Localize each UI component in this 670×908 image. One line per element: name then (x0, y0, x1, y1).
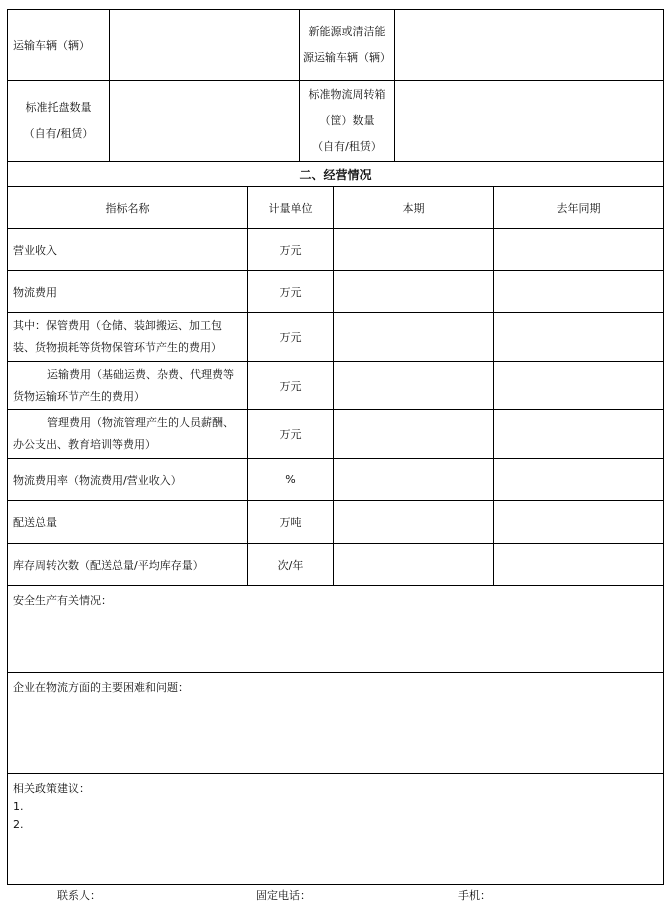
new-energy-vehicles-value[interactable] (395, 10, 663, 81)
policy-item-1: 1. (13, 800, 24, 813)
landline-text: 固定电话： (256, 889, 311, 902)
header-unit-text: 计量单位 (268, 201, 313, 215)
table-row-last-year[interactable] (494, 501, 663, 544)
table-row-last-year[interactable] (494, 544, 663, 586)
crate-line2: （筐）数量 (319, 114, 375, 127)
section-title-text: 二、经营情况 (299, 167, 372, 182)
safety-production-label: 安全生产有关情况： (13, 594, 112, 607)
row-name-text: 营业收入 (13, 243, 57, 257)
table-row-last-year[interactable] (494, 229, 663, 271)
table-row-name (8, 410, 248, 459)
table-row-last-year[interactable] (494, 313, 663, 362)
policy-suggestions-label: 相关政策建议： (13, 782, 90, 795)
crate-line3: （自有/租赁） (312, 140, 382, 153)
table-row-current[interactable] (334, 271, 494, 313)
table-row-unit (248, 410, 334, 459)
table-row-current[interactable] (334, 313, 494, 362)
table-row-name (8, 229, 248, 271)
new-energy-vehicles-label (300, 10, 395, 81)
header-last-year-text: 去年同期 (556, 201, 601, 215)
row-unit-text: % (285, 473, 296, 486)
vehicles-label-text: 运输车辆（辆） (13, 39, 90, 52)
new-energy-line2: 源运输车辆（辆） (303, 51, 391, 64)
crate-count-value[interactable] (395, 81, 663, 162)
section-title (8, 162, 663, 187)
header-current-period (334, 187, 494, 229)
row-name-text: 其中：保管费用（仓储、装卸搬运、加工包装、货物损耗等货物保管环节产生的费用） (13, 319, 222, 354)
landline-label (256, 887, 311, 903)
row-unit-text: 万吨 (279, 516, 302, 529)
row-name-text: 物流费用 (13, 285, 57, 299)
pallet-count-value[interactable] (110, 81, 300, 162)
table-row-unit (248, 501, 334, 544)
header-last-year (494, 187, 663, 229)
contact-person-text: 联系人： (57, 889, 101, 902)
table-row-name (8, 313, 248, 362)
table-row-last-year[interactable] (494, 410, 663, 459)
vehicles-value[interactable] (110, 10, 300, 81)
table-row-unit (248, 229, 334, 271)
pallet-count-label (8, 81, 110, 162)
row-name-text: 配送总量 (13, 516, 57, 529)
row-unit-text: 万元 (279, 428, 302, 441)
row-unit-text: 万元 (279, 285, 302, 299)
table-row-last-year[interactable] (494, 362, 663, 410)
row-name-text: 物流费用率（物流费用/营业收入） (13, 473, 182, 487)
table-row-current[interactable] (334, 410, 494, 459)
table-row-name (8, 362, 248, 410)
row-name-text: 库存周转次数（配送总量/平均库存量） (13, 558, 204, 572)
table-row-unit (248, 271, 334, 313)
contact-person-label (57, 887, 101, 903)
table-row-last-year[interactable] (494, 271, 663, 313)
safety-production-box[interactable] (8, 586, 663, 673)
table-row-current[interactable] (334, 544, 494, 586)
policy-item-2: 2. (13, 818, 24, 831)
row-name-text: 运输费用（基础运费、杂费、代理费等货物运输环节产生的费用） (13, 367, 234, 403)
table-row-name (8, 459, 248, 501)
header-current-text: 本期 (402, 201, 425, 215)
policy-suggestions-box[interactable] (8, 774, 663, 884)
row-unit-text: 万元 (279, 379, 302, 393)
statistics-form (7, 9, 664, 885)
row-unit-text: 万元 (279, 331, 302, 344)
pallet-line1: 标准托盘数量 (25, 101, 92, 114)
table-row-last-year[interactable] (494, 459, 663, 501)
difficulties-label: 企业在物流方面的主要困难和问题： (13, 681, 189, 694)
table-row-unit (248, 362, 334, 410)
row-unit-text: 万元 (279, 243, 302, 257)
header-indicator-name (8, 187, 248, 229)
crate-count-label (300, 81, 395, 162)
pallet-line2: （自有/租赁） (23, 127, 94, 140)
crate-line1: 标准物流周转箱 (308, 88, 386, 101)
mobile-label (458, 887, 491, 903)
header-indicator-text: 指标名称 (105, 201, 150, 215)
row-name-text: 管理费用（物流管理产生的人员薪酬、办公支出、教育培训等费用） (13, 416, 234, 451)
table-row-unit (248, 459, 334, 501)
table-row-name (8, 501, 248, 544)
new-energy-line1: 新能源或清洁能 (308, 25, 386, 38)
table-row-name (8, 544, 248, 586)
header-unit (248, 187, 334, 229)
table-row-name (8, 271, 248, 313)
mobile-text: 手机： (458, 889, 491, 902)
table-row-current[interactable] (334, 459, 494, 501)
table-row-current[interactable] (334, 362, 494, 410)
difficulties-box[interactable] (8, 673, 663, 774)
table-row-unit (248, 544, 334, 586)
vehicles-label (8, 10, 110, 81)
table-row-current[interactable] (334, 501, 494, 544)
table-row-current[interactable] (334, 229, 494, 271)
row-unit-text: 次/年 (277, 558, 304, 572)
table-row-unit (248, 313, 334, 362)
